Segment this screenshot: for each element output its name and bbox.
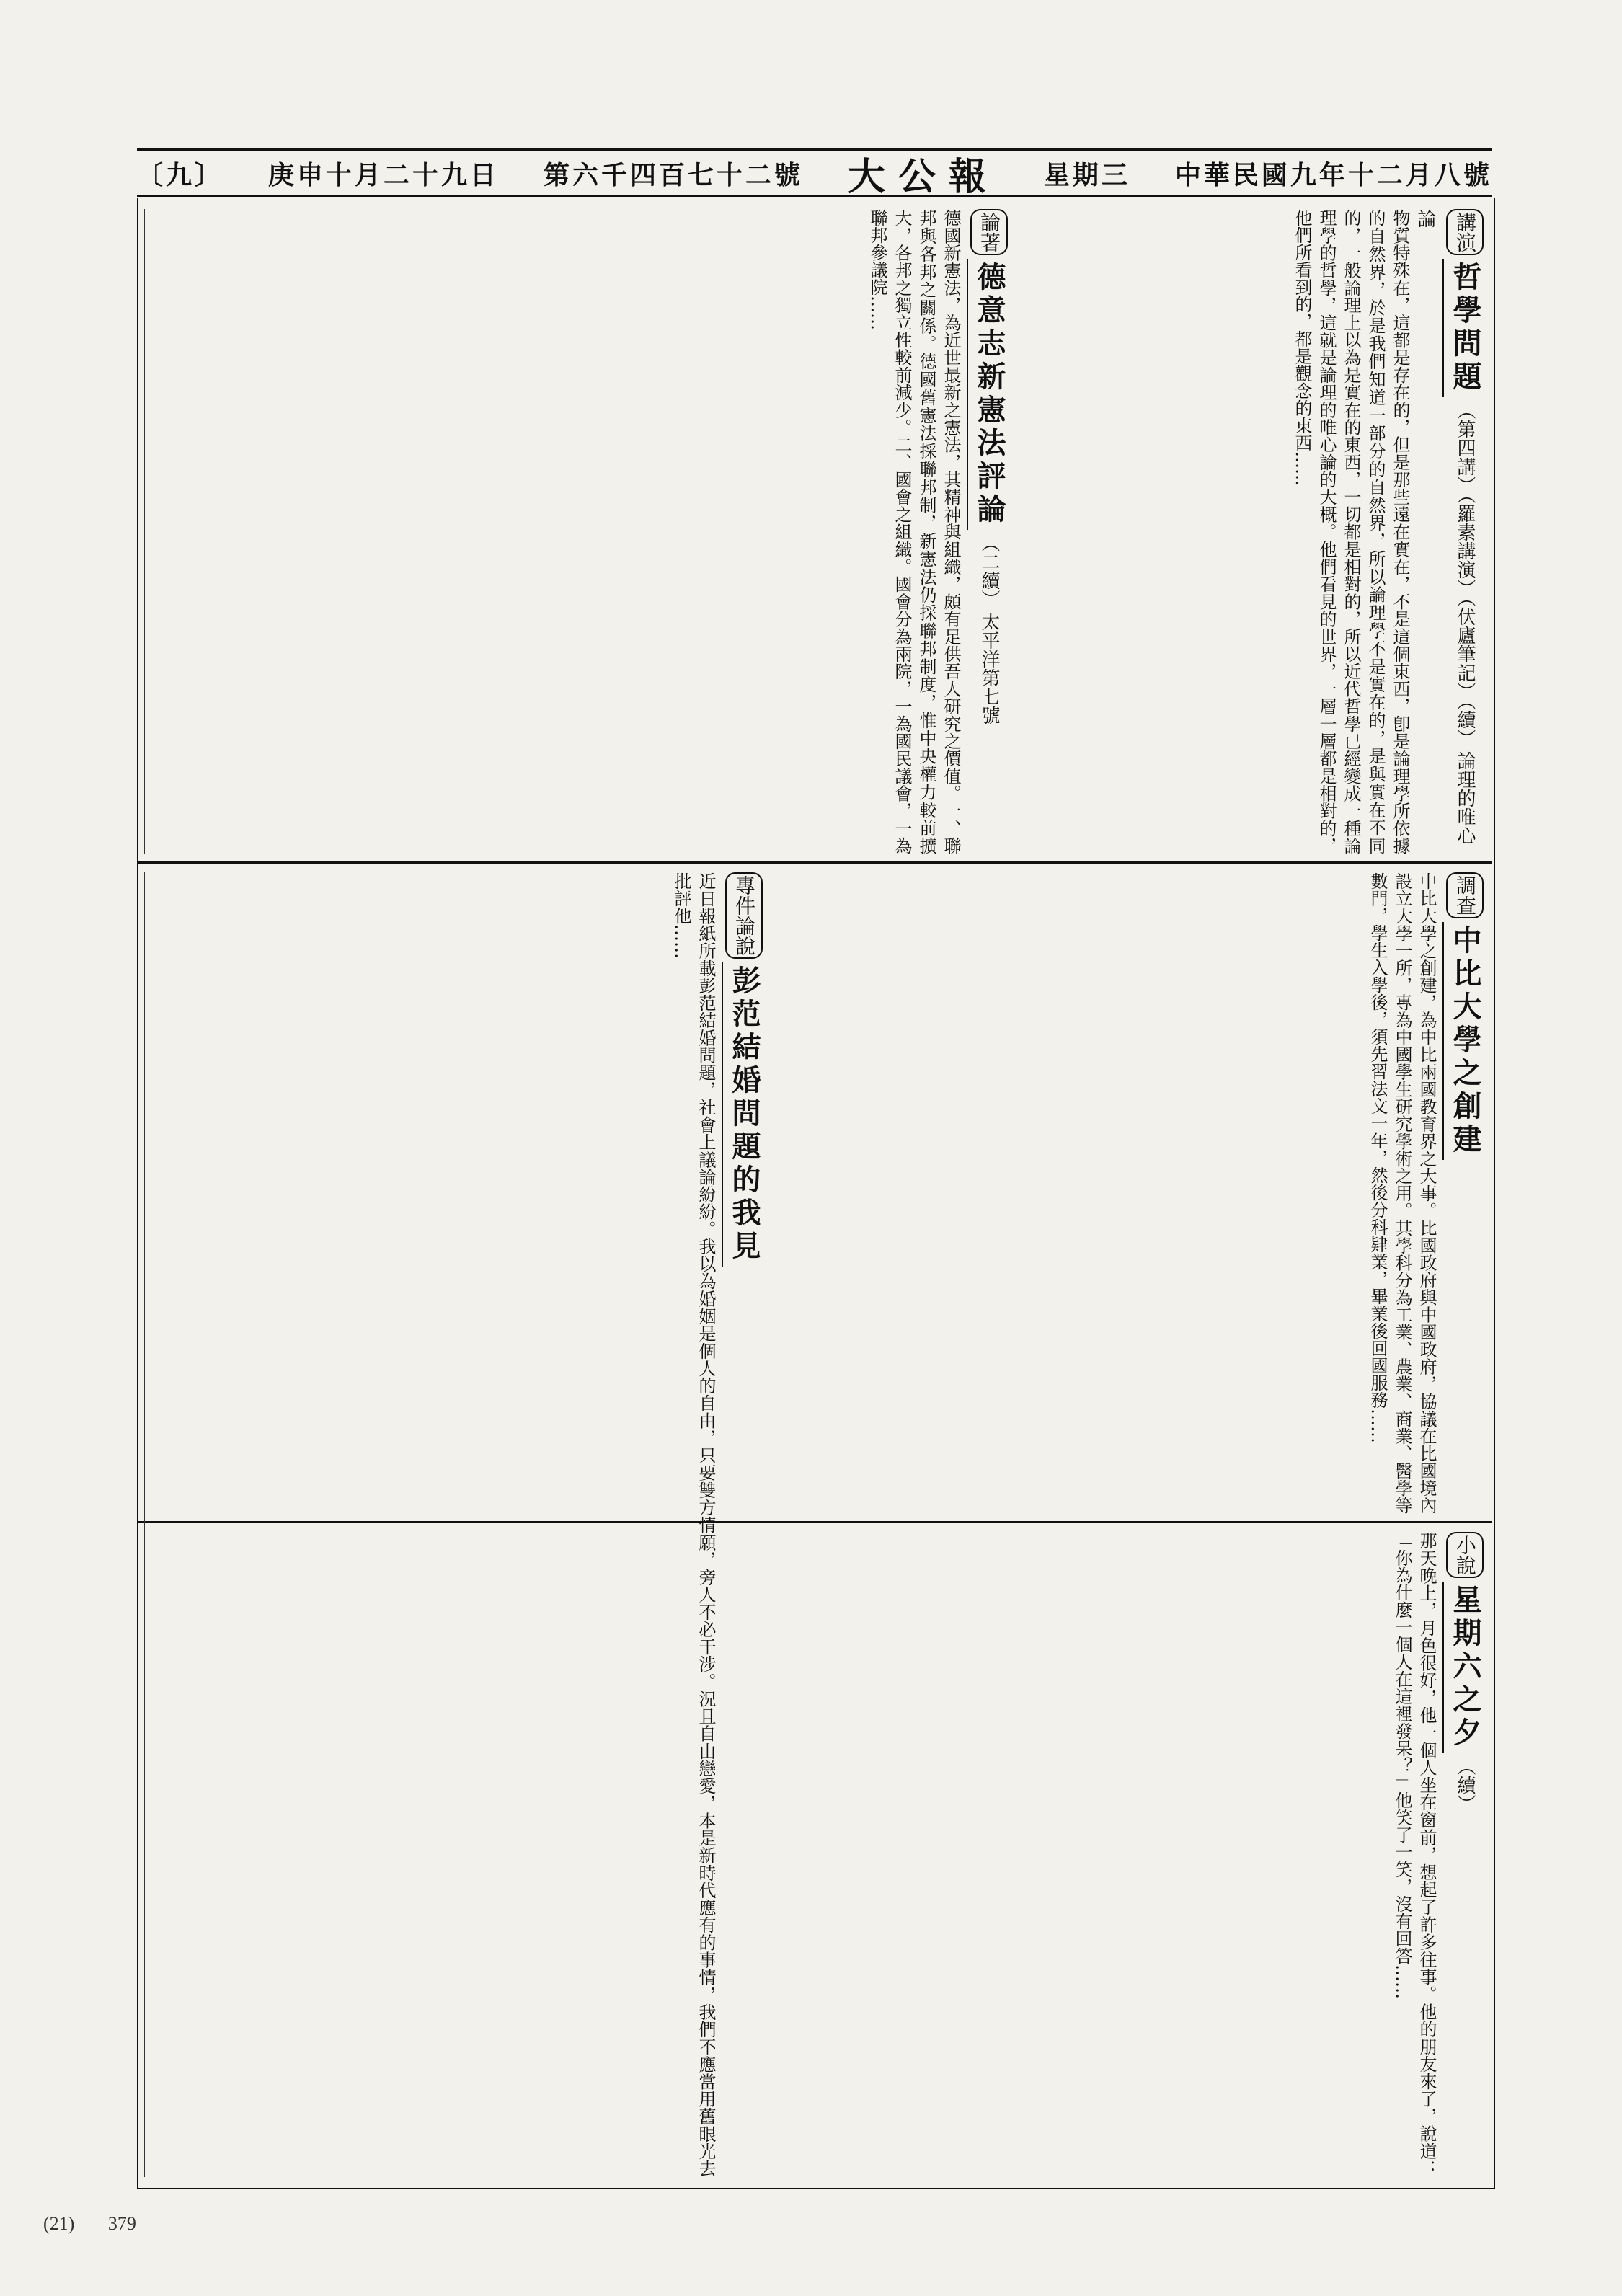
article-philosophy: [1024, 209, 1486, 854]
lunar-date: 庚申十月二十九日: [267, 159, 499, 190]
article-body: 那天晚上，月色很好，他一個人坐在窗前，想起了許多往事。他的朋友來了，說道：「你為什麼一個人在這裡發呆？」他笑了一笑，沒有回答……: [1392, 1532, 1437, 2177]
footer-right: 379: [107, 2213, 136, 2234]
article-body: 近日報紙所載彭范結婚問題，社會上議論紛紛。我以為婚姻是個人的自由，只要雙方情願，旁人不必干涉。況且自由戀愛，本是新時代應有的事情，我們不應當用舊眼光去批評他……: [671, 872, 716, 2177]
article-title: 星期六之夕: [1442, 1582, 1486, 1753]
article-title: 彭范結婚問題的我見: [722, 962, 765, 1267]
footer-left: (21): [43, 2213, 75, 2234]
section-label: 講演: [1446, 209, 1484, 255]
article-title: 哲學問題: [1442, 259, 1486, 397]
article-title: 中比大學之創建: [1442, 922, 1486, 1160]
section-label: 調查: [1446, 872, 1484, 918]
article-subtitle: （第四講）（羅素講演）（伏廬筆記）（續）: [1454, 401, 1476, 748]
issue-number: 第六千四百七十二號: [543, 159, 803, 190]
article-sino-belgian-university: [779, 872, 1486, 1514]
article-body: 物質特殊在，這都是存在的，但是那些遠在實在，不是這個東西，卽是論理學所依據的自然界，於是我們知道一部分的自然界，所以論理學不是實在的，是與實在不同的，一般論理上以為是實在的東西，一切都是相對的，所以近代哲學已經變成一種論理學的哲學，這就是論理的唯心論的大概。他們看見的世界，一層一層都是相對的，他們所看到的，都是觀念的東西……: [1292, 209, 1410, 854]
article-german-constitution: [144, 209, 1010, 854]
section-label: 專件論說: [725, 872, 763, 959]
article-body: 德國新憲法，為近世最新之憲法，其精神與組織，頗有足供吾人研究之價值。一、聯邦與各邦之關係。德國舊憲法採聯邦制，新憲法仍採聯邦制度，惟中央權力較前擴大，各邦之獨立性較前減少。二、國會之組織。國會分為兩院，一為國民議會，一為聯邦參議院……: [867, 209, 961, 854]
article-byline: 論理的唯心論: [1414, 209, 1476, 846]
article-subtitle: （續）: [1454, 1757, 1476, 1814]
page-footer: [43, 2213, 165, 2235]
paper-name: 大公報: [847, 154, 999, 199]
tier-divider-1: [137, 861, 1492, 864]
section-label: 論著: [970, 209, 1008, 255]
article-body: 中比大學之創建，為中比兩國教育界之大事。比國政府與中國政府，協議在比國境內設立大學一所，專為中國學生研究學術之用。其學科分為工業、農業、商業、醫學等數門，學生入學後，須先習法文一年，然後分科肄業，畢業後回國服務……: [1368, 872, 1437, 1514]
article-byline: 太平洋第七號: [978, 612, 1000, 725]
masthead: [137, 148, 1492, 197]
article-saturday-evening: [779, 1532, 1486, 2177]
page-number: 〔九〕: [137, 159, 224, 190]
date-line: 中華民國九年十二月八號: [1174, 159, 1492, 190]
article-marriage-question: [144, 872, 765, 2177]
article-subtitle: （二續）: [978, 533, 1000, 609]
weekday: 星期三: [1043, 159, 1130, 190]
article-title: 德意志新憲法評論: [967, 259, 1010, 530]
section-label: 小說: [1446, 1532, 1484, 1578]
